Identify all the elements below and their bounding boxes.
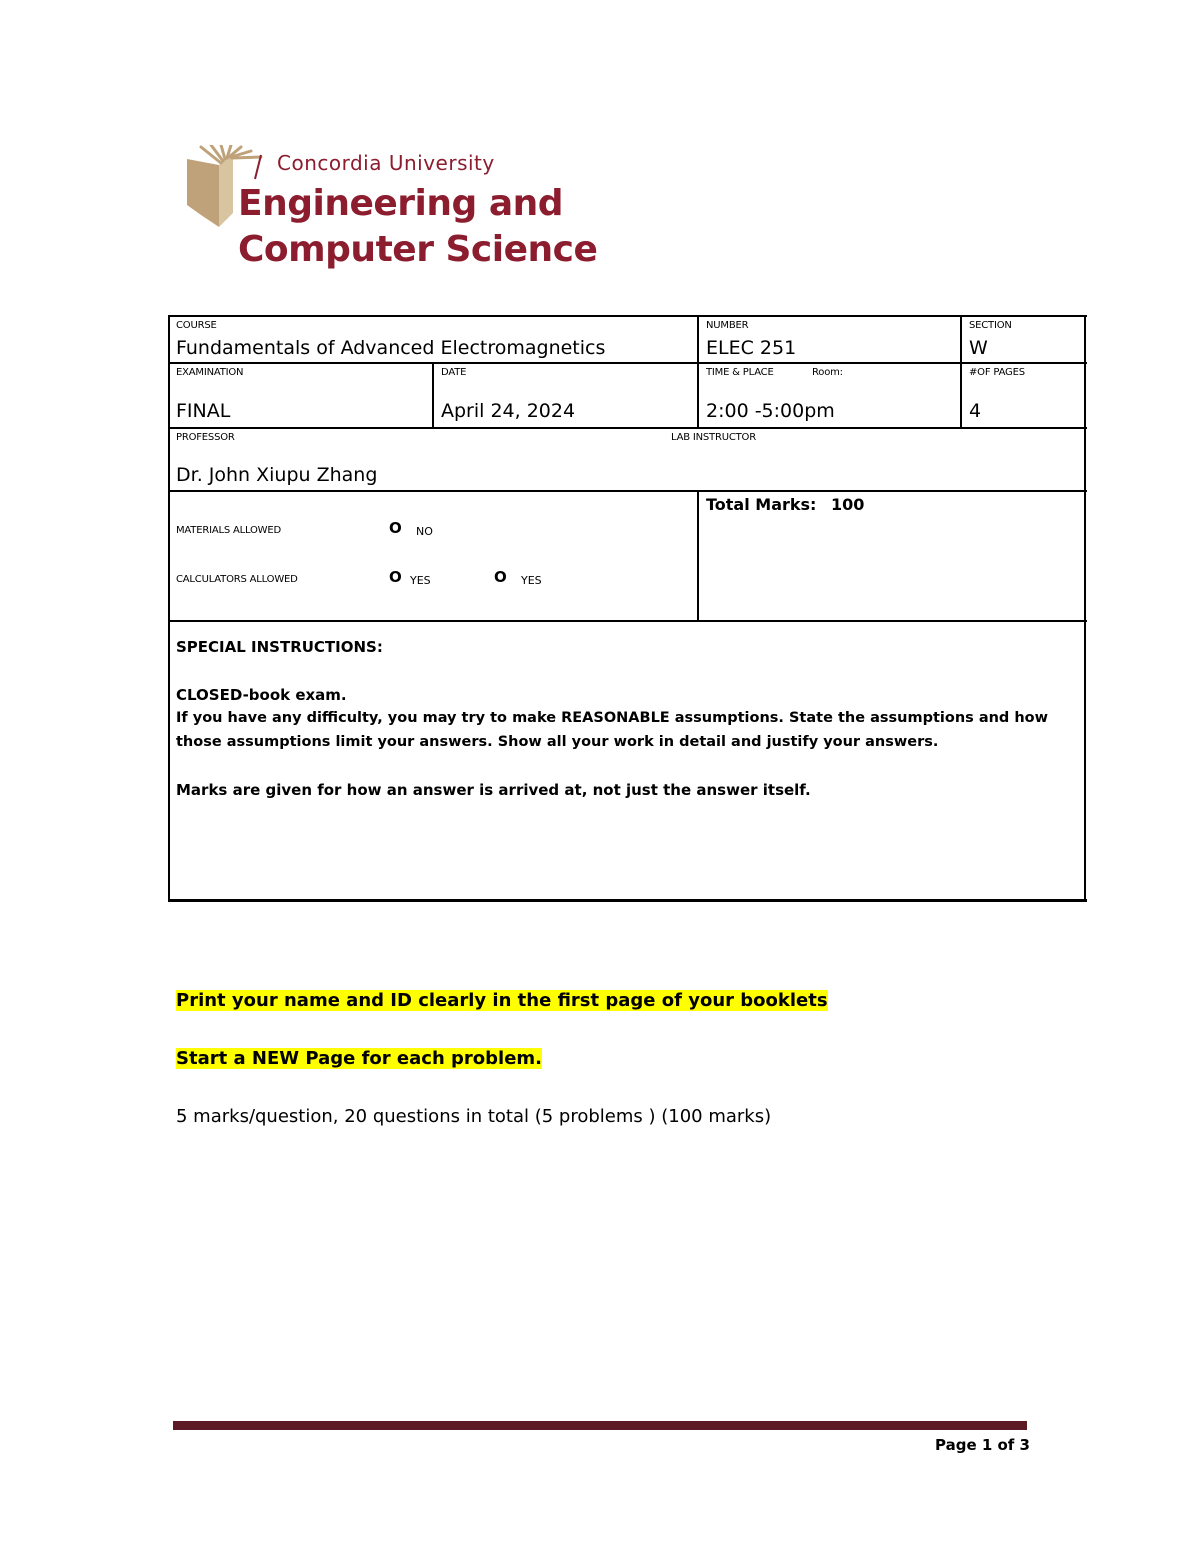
footer-divider [173,1421,1027,1430]
date-value: April 24, 2024 [441,400,576,422]
time-place-label: TIME & PLACE [706,367,774,378]
new-page-notice: Start a NEW Page for each problem. [176,1048,543,1069]
professor-label: PROFESSOR [176,432,235,443]
special-instructions-heading: SPECIAL INSTRUCTIONS: [176,638,383,656]
calculators-allowed-label: CALCULATORS ALLOWED [176,574,298,585]
materials-allowed-label: MATERIALS ALLOWED [176,525,281,536]
materials-option-circle[interactable]: O [389,519,402,537]
section-value: W [969,337,988,359]
special-instructions-line-4: Marks are given for how an answer is arrived at, not just the answer itself. [176,781,811,799]
logo-line-1: Engineering and [238,183,564,224]
calculators-option-2-label: YES [521,574,542,587]
page-number: Page 1 of 3 [935,1436,1030,1454]
examination-value: FINAL [176,400,231,422]
marks-info: 5 marks/question, 20 questions in total (5 problems ) (100 marks) [176,1106,772,1127]
course-value: Fundamentals of Advanced Electromagnetics [176,337,606,359]
calculators-option-2-circle[interactable]: O [494,568,507,586]
examination-label: EXAMINATION [176,367,244,378]
logo-university-name: Concordia University [277,151,495,175]
time-value: 2:00 -5:00pm [706,400,835,422]
number-label: NUMBER [706,320,749,331]
room-label: Room: [812,367,843,378]
pages-value: 4 [969,400,982,422]
total-marks-value: 100 [831,495,865,514]
section-label: SECTION [969,320,1012,331]
special-instructions-line-2: If you have any difficulty, you may try to make REASONABLE assumptions. State the assumptions and how [176,710,1049,726]
number-value: ELEC 251 [706,337,797,359]
materials-option-label: NO [416,525,433,538]
professor-value: Dr. John Xiupu Zhang [176,464,378,486]
special-instructions-line-3: those assumptions limit your answers. Show all your work in detail and justify your answers. [176,734,939,750]
date-label: DATE [441,367,467,378]
special-instructions-line-1: CLOSED-book exam. [176,686,347,704]
university-logo [185,145,598,275]
pages-label: #OF PAGES [969,367,1025,378]
total-marks-label: Total Marks: [706,495,817,514]
logo-line-2: Computer Science [238,229,598,270]
print-name-notice: Print your name and ID clearly in the first page of your booklets [176,990,828,1011]
lab-instructor-label: LAB INSTRUCTOR [671,432,756,443]
course-label: COURSE [176,320,217,331]
calculators-option-1-label: YES [410,574,431,587]
calculators-option-1-circle[interactable]: O [389,568,402,586]
